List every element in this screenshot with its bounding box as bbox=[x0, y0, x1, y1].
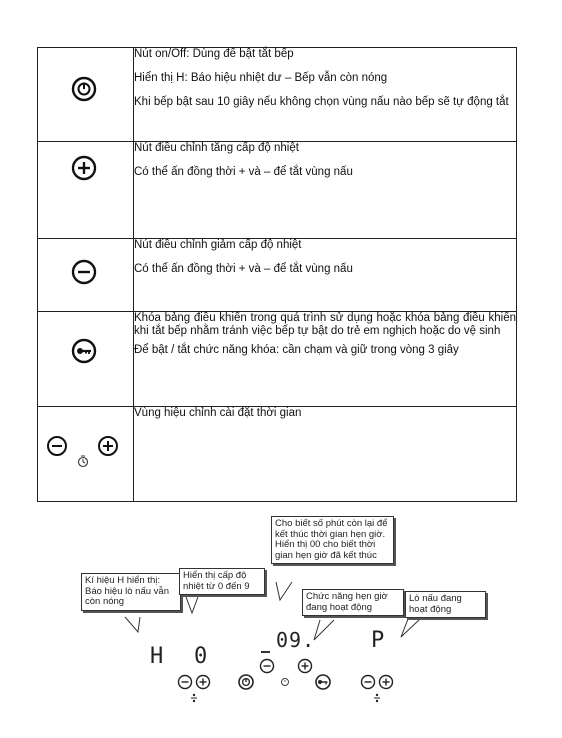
table-line: Khi bếp bật sau 10 giây nếu không chọn vùng nấu nào bếp sẽ tự động tắt bbox=[134, 96, 509, 108]
callout-timer-active: Chức năng hẹn giờ đang hoạt động bbox=[302, 589, 404, 616]
table-line: Nút điều chỉnh tăng cấp độ nhiệt bbox=[134, 142, 299, 154]
table-line: Có thể ấn đồng thời + và – để tắt vùng nấu bbox=[134, 263, 353, 275]
plus-icon[interactable] bbox=[197, 676, 210, 689]
timer-display: 09. bbox=[276, 628, 316, 652]
zone-indicator-icon bbox=[191, 694, 197, 702]
timer-minus-icon[interactable] bbox=[261, 660, 274, 673]
callout-heat-level: Hiển thị cấp độ nhiệt từ 0 đến 9 bbox=[179, 568, 265, 595]
table-line: Nút điều chỉnh giảm cấp độ nhiệt bbox=[134, 239, 302, 251]
clock-icon bbox=[282, 679, 289, 686]
power-icon[interactable] bbox=[239, 675, 253, 689]
table-line: Nút on/Off: Dùng để bật tắt bếp bbox=[134, 48, 294, 60]
table-line: Có thể ấn đồng thời + và – để tắt vùng nấu bbox=[134, 166, 353, 178]
minus-icon[interactable] bbox=[362, 676, 375, 689]
callout-timer-minutes: Cho biết số phút còn lại để kết thúc thời gian hẹn giờ. Hiển thị 00 cho biết thời gian hẹn giờ đã kết thúc bbox=[271, 516, 394, 564]
callout-cooking-active: Lò nấu đang hoạt động bbox=[405, 591, 486, 618]
table-line: Để bật / tắt chức năng khóa: cần chạm và giữ trong vòng 3 giây bbox=[134, 344, 459, 356]
table-line: Hiển thị H: Báo hiệu nhiệt dư – Bếp vẫn còn nóng bbox=[134, 72, 388, 84]
key-lock-icon[interactable] bbox=[316, 675, 330, 689]
timer-plus-icon[interactable] bbox=[299, 660, 312, 673]
callout-h-indicator: Kí hiệu H hiển thị: Báo hiệu lò nấu vẫn còn nóng bbox=[81, 573, 181, 611]
table-line: Khóa bảng điều khiển trong quá trình sử dụng hoặc khóa bảng điều khiển khi tắt bếp nhằm tránh việc bếp tự bật do trẻ em nghịch hoặc do vệ sinh bbox=[134, 312, 516, 337]
level-display: 0 bbox=[194, 644, 209, 669]
h-display: H bbox=[150, 644, 165, 669]
p-display: P bbox=[371, 628, 386, 653]
zone-indicator-icon bbox=[374, 694, 380, 702]
plus-icon[interactable] bbox=[380, 676, 393, 689]
table-line: Vùng hiệu chỉnh cài đặt thời gian bbox=[134, 407, 302, 419]
minus-icon[interactable] bbox=[179, 676, 192, 689]
